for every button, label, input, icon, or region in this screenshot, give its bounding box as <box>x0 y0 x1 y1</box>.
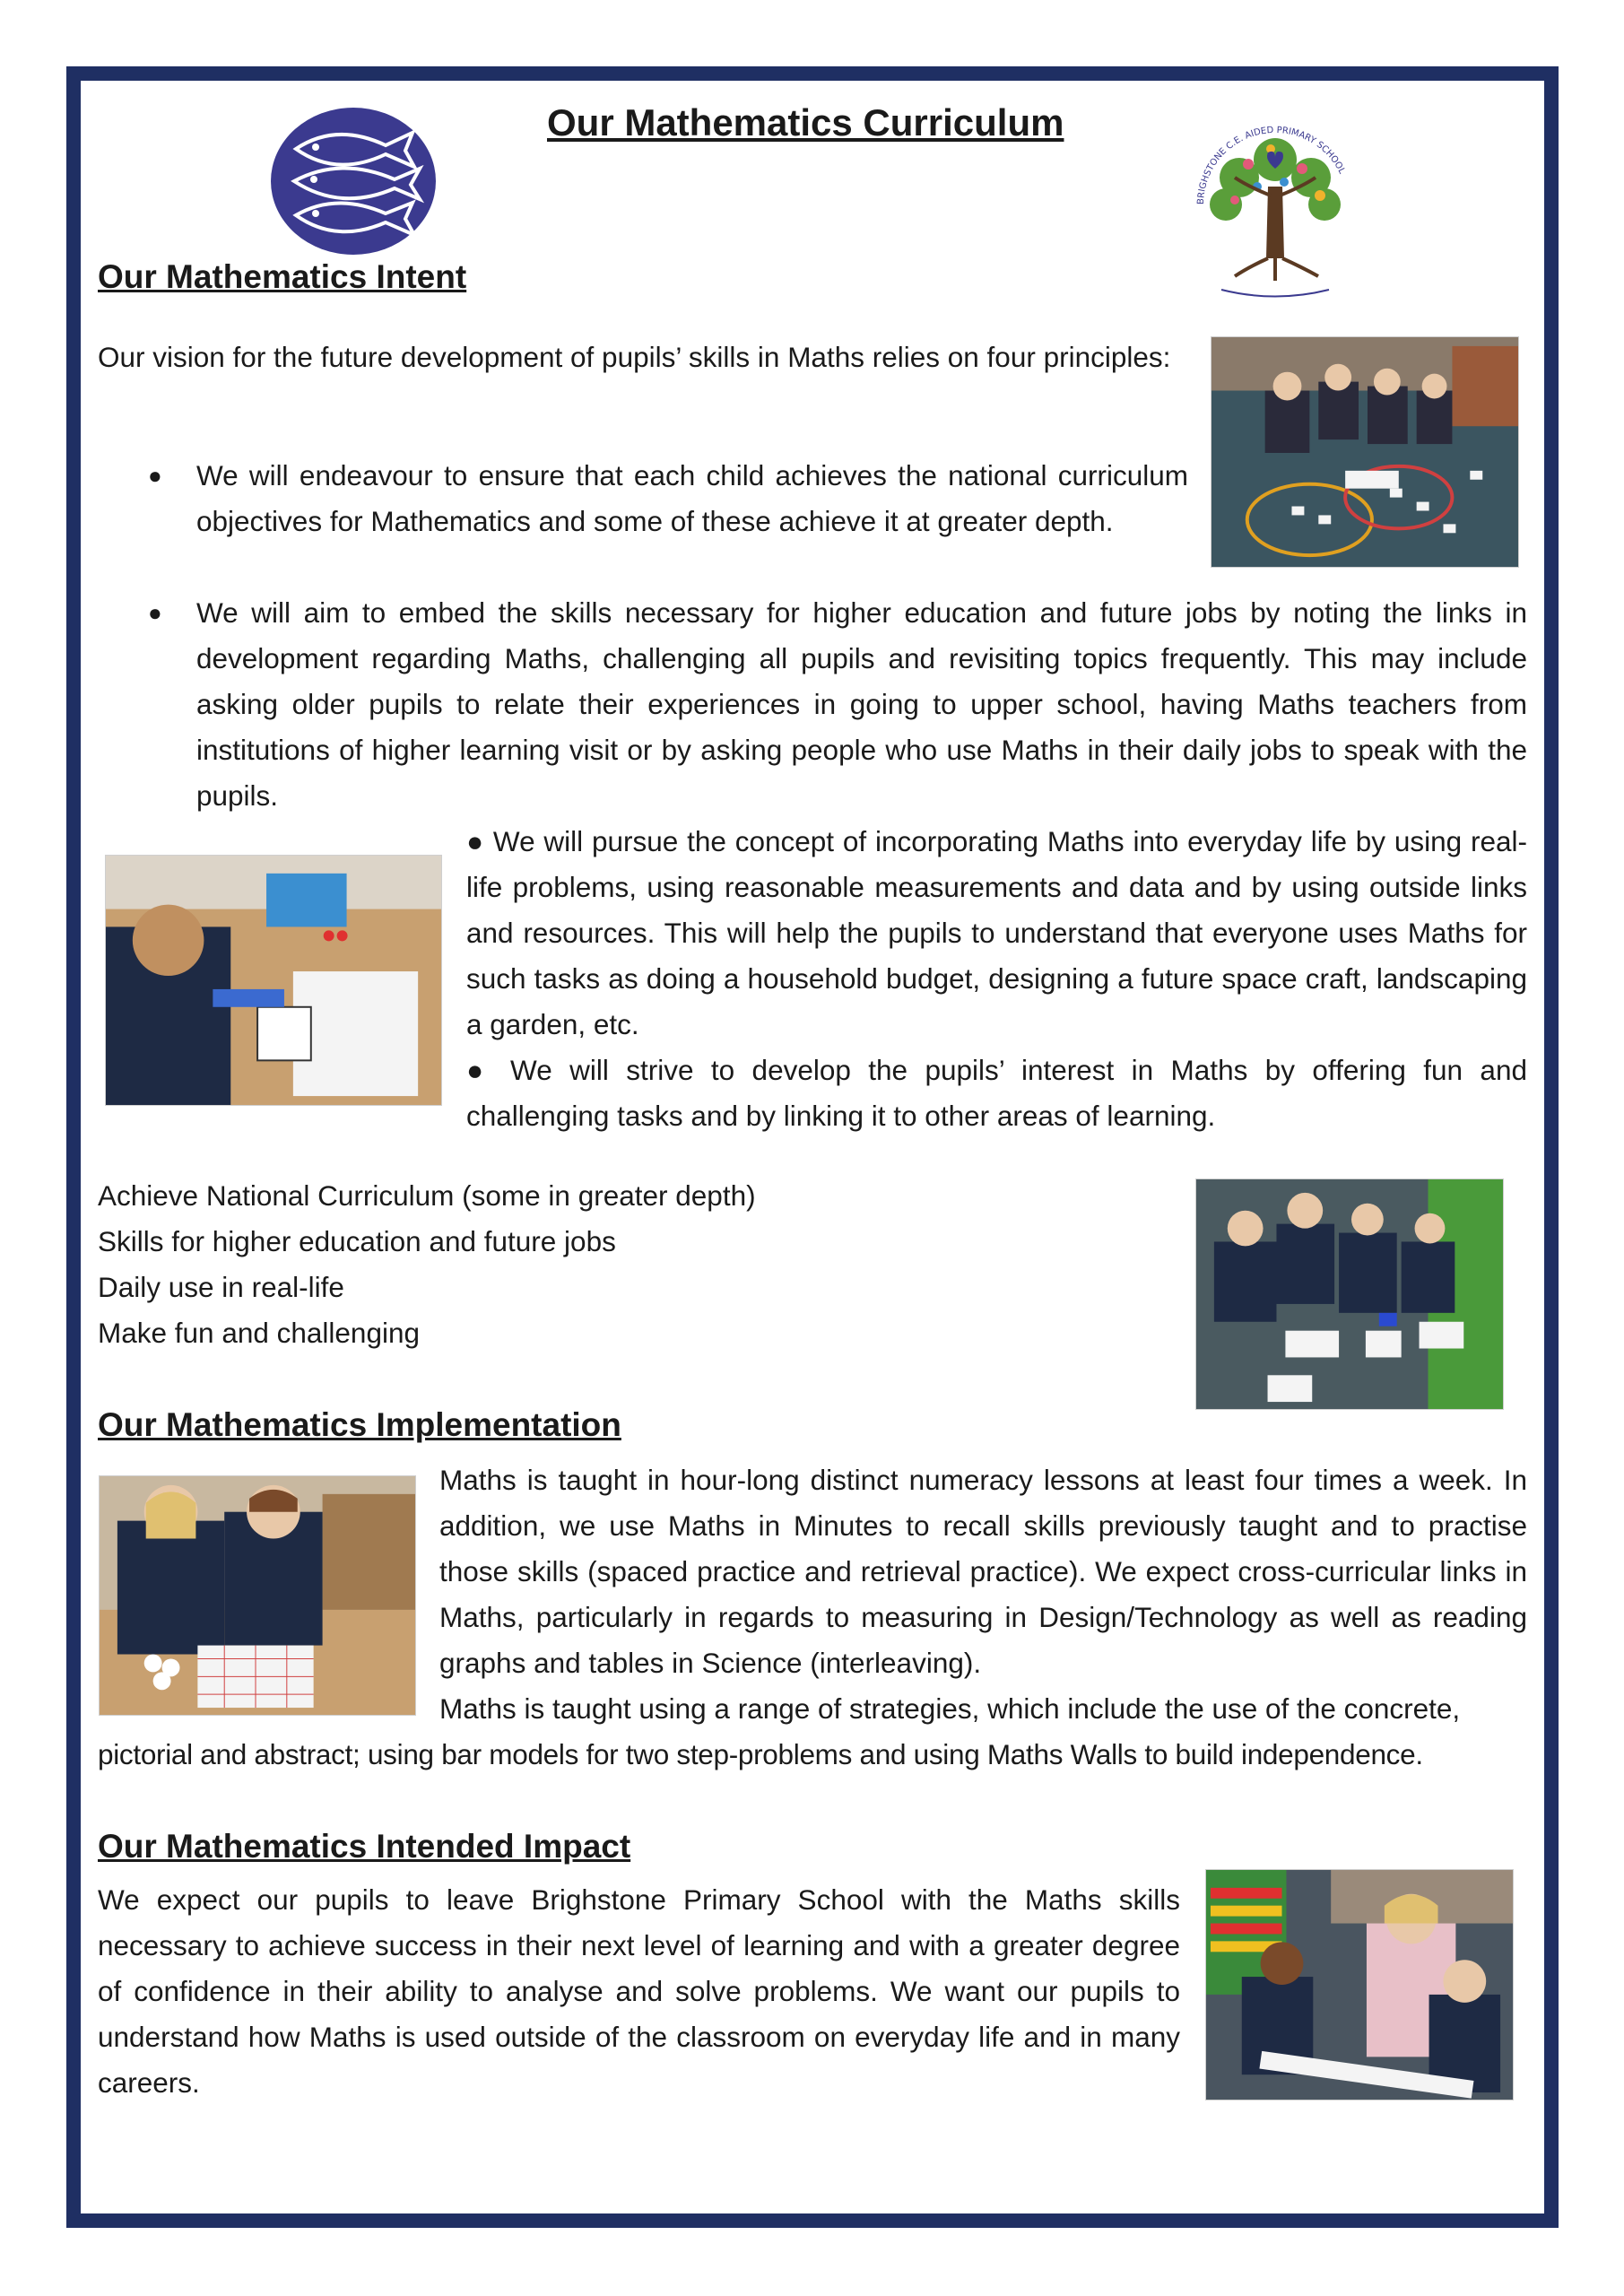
implementation-para-1: Maths is taught in hour-long distinct numeracy lessons at least four times a week. In addition, we use Maths in Minutes to recall skills previously taught and to practise those skills (spaced practice and retrieval practice). We expect cross-curricular links in Maths, particularly in regards to measuring in Design/Technology as well as reading graphs and tables in Science (interleaving). <box>439 1464 1527 1679</box>
intent-bullet-text: We will aim to embed the skills necessary for higher education and future jobs by noting the links in development regarding Maths, challenging all pupils and revisiting topics frequently. This may include asking older pupils to relate their experiences in going to upper school, having Maths teachers from institutions of higher learning visit or by asking people who use Maths in their daily jobs to speak with the pupils. <box>196 596 1527 812</box>
photo-child-counting-beads <box>105 855 442 1106</box>
photo-children-sorting-cards <box>1211 336 1519 568</box>
intent-bullet-2 <box>98 590 1527 819</box>
photo-children-hundred-square <box>99 1475 416 1716</box>
summary-item: Skills for higher education and future jobs <box>98 1225 616 1257</box>
implementation-para-2-line-1: Maths is taught using a range of strategies, which include the use of the concrete, <box>439 1692 1461 1725</box>
intent-bullet-text: We will pursue the concept of incorporating Maths into everyday life by using real-life problems, using reasonable measurements and data and by using outside links and resources. This will help the pupils to understand that everyone uses Maths for such tasks as doing a household budget, designing a future space craft, landscaping a garden, etc. <box>466 825 1528 1040</box>
fish-logo-icon <box>269 106 438 257</box>
impact-heading: Our Mathematics Intended Impact <box>98 1828 631 1865</box>
summary-item: Make fun and challenging <box>98 1317 421 1349</box>
bullet-icon: ● <box>148 462 162 489</box>
bullet-icon: ● <box>148 599 162 626</box>
intent-bullet-1 <box>98 453 1188 544</box>
photo-teacher-with-children <box>1205 1869 1514 2100</box>
photo-children-sitting-floor <box>1195 1178 1504 1410</box>
tree-logo-text: BRIGHSTONE C.E. AIDED PRIMARY SCHOOL <box>1195 125 1347 205</box>
bullet-icon: ● <box>466 1054 511 1086</box>
summary-item: Achieve National Curriculum (some in greater depth) <box>98 1179 756 1212</box>
school-tree-logo-icon <box>1185 115 1365 303</box>
bullet-icon: ● <box>466 825 493 857</box>
intent-bullet-text: We will endeavour to ensure that each child achieves the national curriculum objectives for Mathematics and some of these achieve it at greater depth. <box>196 459 1188 537</box>
intent-intro: Our vision for the future development of pupils’ skills in Maths relies on four principles: <box>98 341 1171 373</box>
intent-bullet-text: We will strive to develop the pupils’ interest in Maths by offering fun and challenging tasks and by linking it to other areas of learning. <box>466 1054 1527 1132</box>
intent-heading: Our Mathematics Intent <box>98 258 467 295</box>
intent-bullet-3 <box>466 819 1527 1048</box>
impact-para: We expect our pupils to leave Brighstone Primary School with the Maths skills necessary to achieve success in their next level of learning and with a greater degree of confidence in their ability to analyse and solve problems. We want our pupils to understand how Maths is used outside of the classroom on everyday life and in many careers. <box>98 1883 1180 2099</box>
implementation-heading: Our Mathematics Implementation <box>98 1406 621 1443</box>
intent-bullet-4 <box>466 1048 1527 1139</box>
intent-summary-list <box>98 1173 756 1356</box>
implementation-para-2-line-2: pictorial and abstract; using bar models for two step-problems and using Maths Walls to build independence. <box>98 1738 1423 1770</box>
page-title: Our Mathematics Curriculum <box>547 101 1064 144</box>
summary-item: Daily use in real-life <box>98 1271 344 1303</box>
